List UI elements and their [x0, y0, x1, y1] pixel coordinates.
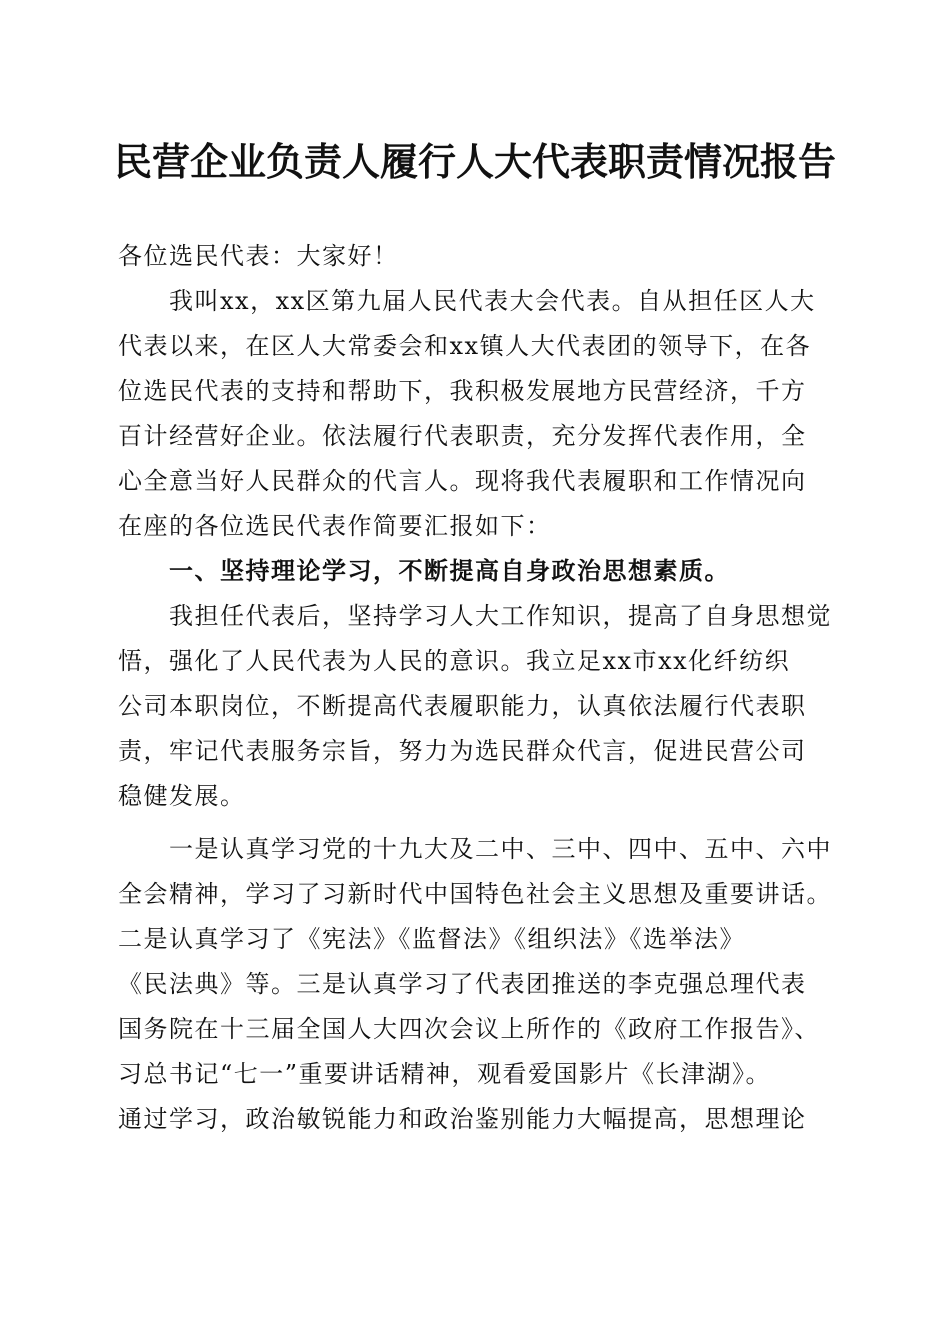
body-line: 二是认真学习了《宪法》《监督法》《组织法》《选举法》	[118, 925, 745, 953]
paragraph-gap	[118, 819, 830, 827]
body-line: 全会精神，学习了习新时代中国特色社会主义思想及重要讲话。	[118, 880, 832, 908]
body-line: 在座的各位选民代表作简要汇报如下：	[118, 512, 552, 540]
body-line: 通过学习，政治敏锐能力和政治鉴别能力大幅提高，思想理论	[118, 1105, 807, 1133]
body-line: 心全意当好人民群众的代言人。现将我代表履职和工作情况向	[118, 467, 807, 495]
body-line: 悟，强化了人民代表为人民的意识。我立足xx市xx化纤纺织	[118, 647, 791, 675]
document-body	[118, 234, 830, 1142]
body-line: 责，牢记代表服务宗旨，努力为选民群众代言，促进民营公司	[118, 737, 807, 765]
body-line: 代表以来，在区人大常委会和xx镇人大代表团的领导下，在各	[118, 332, 812, 360]
body-line: 稳健发展。	[118, 782, 246, 810]
body-line: 我叫xx，xx区第九届人民代表大会代表。自从担任区人大	[118, 287, 816, 315]
body-line: 国务院在十三届全国人大四次会议上所作的《政府工作报告》、	[118, 1015, 820, 1043]
body-line: 公司本职岗位，不断提高代表履职能力，认真依法履行代表职	[118, 692, 807, 720]
section-heading: 一、坚持理论学习，不断提高自身政治思想素质。	[118, 557, 730, 585]
body-line: 各位选民代表：大家好！	[118, 242, 399, 270]
body-line: 习总书记“七一”重要讲话精神，观看爱国影片《长津湖》。	[118, 1060, 772, 1088]
body-line: 我担任代表后，坚持学习人大工作知识，提高了自身思想觉	[118, 602, 832, 630]
body-line: 位选民代表的支持和帮助下，我积极发展地方民营经济，千方	[118, 377, 807, 405]
document-title: 民营企业负责人履行人大代表职责情况报告	[113, 139, 836, 184]
body-line: 《民法典》等。三是认真学习了代表团推送的李克强总理代表	[118, 970, 807, 998]
body-line: 百计经营好企业。依法履行代表职责，充分发挥代表作用，全	[118, 422, 807, 450]
body-line: 一是认真学习党的十九大及二中、三中、四中、五中、六中	[118, 835, 832, 863]
